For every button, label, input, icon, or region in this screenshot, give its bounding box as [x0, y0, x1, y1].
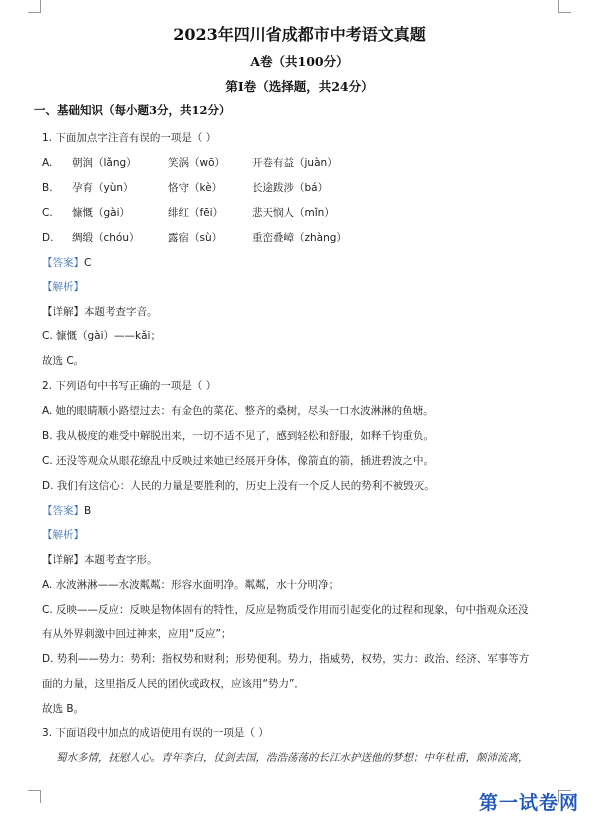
q2-analysis-tag: 【解析】 [42, 529, 84, 541]
option-word: 笑涡（wō） [168, 157, 226, 169]
q2-option-a: A. 她的眼睛顺小路望过去：有金色的菜花、整齐的桑树，尽头一口水波淋淋的鱼塘。 [42, 405, 434, 417]
q1-explain: C. 慷慨（gài）——kǎi； [42, 330, 161, 342]
q2-detail: 【详解】本题考查字形。 [42, 554, 158, 566]
crop-mark-top-left [28, 0, 41, 13]
option-word: 朝润（lǎng） [72, 157, 137, 169]
option-word: 开卷有益（juàn） [252, 157, 338, 169]
option-word: 慷慨（gài） [72, 207, 131, 219]
option-word: 绯红（fēi） [168, 207, 224, 219]
option-letter: A. [42, 157, 53, 169]
option-word: 悲天悯人（mǐn） [252, 207, 335, 219]
option-letter: D. [42, 232, 54, 244]
option-word: 长途跋涉（bá） [252, 182, 329, 194]
answer-value: B [84, 505, 92, 517]
q2-explain-a: A. 水波淋淋——水波粼粼：形容水面明净。粼粼，水十分明净； [42, 579, 340, 591]
q2-explain-d-line2: 面的力量，这里指反人民的团伙或政权，应该用“势力”． [42, 678, 305, 690]
q1-option-d [42, 231, 347, 245]
option-word: 绸缎（chóu） [72, 232, 140, 244]
q1-stem: 1. 下面加点字注音有误的一项是（ ） [42, 132, 217, 144]
q2-option-b: B. 我从极度的难受中解脱出来，一切不适不见了，感到轻松和舒服，如释千钧重负。 [42, 430, 434, 442]
answer-value: C [84, 257, 92, 269]
exam-title: 2023年四川省成都市中考语文真题 [173, 25, 426, 44]
option-letter: C. [42, 207, 53, 219]
q2-option-c: C. 还没等观众从眼花缭乱中反映过来她已经展开身体，像箭直的箭，插进碧波之中。 [42, 455, 435, 467]
option-word: 孕育（yùn） [72, 182, 134, 194]
volume-heading: A卷（共100分） [250, 54, 349, 69]
crop-mark-top-right [558, 0, 571, 13]
option-word: 露宿（sù） [168, 232, 223, 244]
q2-explain-c-line1: C. 反映——反应：反映是物体固有的特性，反应是物质受作用而引起变化的过程和现象，句中指观众还没 [42, 604, 529, 616]
q1-detail: 【详解】本题考查字音。 [42, 306, 158, 318]
site-watermark: 第一试卷网 [478, 792, 579, 814]
q1-option-a [42, 156, 338, 170]
answer-tag: 【答案】 [42, 257, 84, 269]
q2-explain-c-line2: 有从外界刺激中回过神来，应用“反应”； [42, 628, 232, 640]
q1-option-b [42, 181, 328, 195]
q2-explain-d-line1: D. 势利——势力：势利：指权势和财利；形势便利。势力，指威势，权势，实力：政治、经济、军事等方 [42, 653, 530, 665]
option-word: 恪守（kè） [168, 182, 223, 194]
q2-conclusion: 故选 B。 [42, 703, 85, 715]
q3-passage: 蜀水多情，抚慰人心。青年李白，仗剑去国，浩浩荡荡的长江水护送他的梦想；中年杜甫，颠沛流离， [56, 752, 529, 764]
q1-conclusion: 故选 C。 [42, 355, 85, 367]
q1-analysis-tag: 【解析】 [42, 281, 84, 293]
q3-stem: 3. 下面语段中加点的成语使用有误的一项是（ ） [42, 727, 269, 739]
section-heading: 一、基础知识（每小题3分，共12分） [34, 103, 231, 117]
part-heading: 第Ⅰ卷（选择题，共24分） [225, 79, 374, 94]
q1-option-c [42, 206, 335, 220]
answer-tag: 【答案】 [42, 505, 84, 517]
option-word: 重峦叠嶂（zhàng） [252, 232, 347, 244]
q2-option-d: D. 我们有这信心：人民的力量是要胜利的，历史上没有一个反人民的势利不被毁灭。 [42, 480, 435, 492]
option-letter: B. [42, 182, 53, 194]
crop-mark-bottom-left [28, 790, 41, 803]
q2-answer [42, 504, 91, 518]
q1-answer [42, 256, 91, 270]
q2-stem: 2. 下列语句中书写正确的一项是（ ） [42, 380, 217, 392]
